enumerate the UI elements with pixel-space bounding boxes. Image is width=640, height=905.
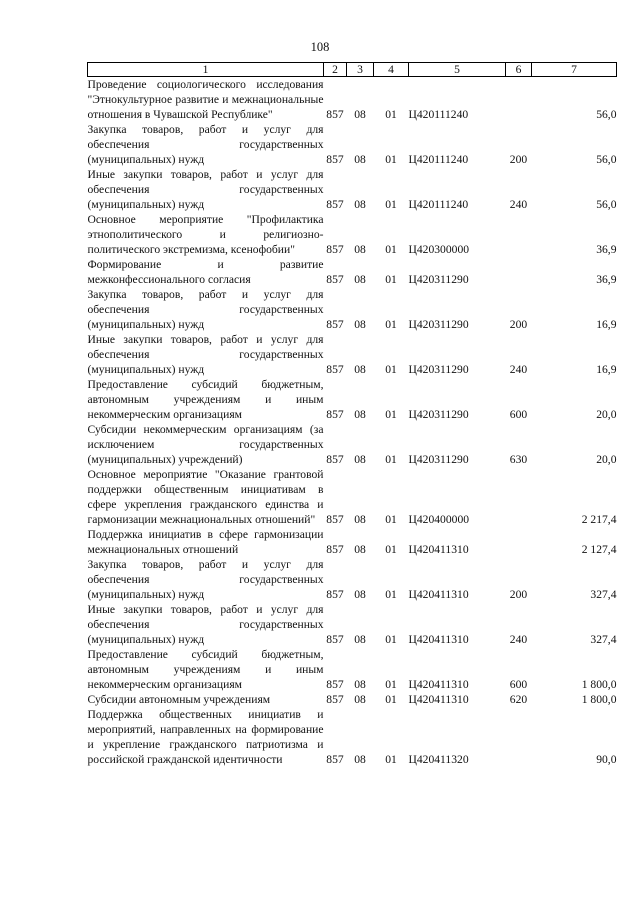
column-header: 2: [324, 63, 347, 77]
row-name: Иные закупки товаров, работ и услуг для обеспечения государственных (муниципальных) нужд: [87, 168, 324, 211]
row-name: Субсидии некоммерческим организациям (за исключением государственных (муниципальных) учреждений): [87, 423, 324, 466]
row-name: Формирование и развитие межконфессионального согласия: [87, 258, 324, 286]
ministry-code: 857: [326, 108, 344, 121]
subsection-code: 01: [385, 513, 397, 526]
target-article-code: Ц420411310: [408, 543, 469, 556]
budget-table: [87, 62, 617, 767]
ministry-code: 857: [326, 198, 344, 211]
row-name: Основное мероприятие "Оказание грантовой поддержки общественным инициативам в сфере укрепления гражданского единства и гармонизации межнациональных отношений": [87, 468, 324, 526]
section-code: 08: [354, 543, 366, 556]
amount: 327,4: [590, 633, 617, 646]
subsection-code: 01: [385, 678, 397, 691]
expense-type-code: [506, 77, 532, 123]
amount: 56,0: [596, 108, 617, 121]
target-article-code: Ц420311290: [408, 363, 469, 376]
table-row: [88, 377, 617, 422]
subsection-code: 01: [385, 243, 397, 256]
table-row: [88, 707, 617, 767]
section-code: 08: [354, 453, 366, 466]
expense-type-code: 630: [509, 453, 528, 466]
subsection-code: 01: [385, 753, 397, 766]
column-header: 7: [532, 63, 617, 77]
row-name: Субсидии автономным учреждениям: [87, 693, 271, 706]
section-code: 08: [354, 588, 366, 601]
amount: 16,9: [596, 363, 617, 376]
table-row: [88, 77, 617, 123]
expense-type-code: [506, 212, 532, 257]
ministry-code: 857: [326, 753, 344, 766]
section-code: 08: [354, 273, 366, 286]
column-header: 6: [506, 63, 532, 77]
amount: 36,9: [596, 273, 617, 286]
ministry-code: 857: [326, 633, 344, 646]
row-name: Закупка товаров, работ и услуг для обеспечения государственных (муниципальных) нужд: [87, 123, 324, 166]
subsection-code: 01: [385, 363, 397, 376]
section-code: 08: [354, 363, 366, 376]
subsection-code: 01: [385, 108, 397, 121]
table-row: [88, 287, 617, 332]
row-name: Предоставление субсидий бюджетным, автономным учреждениям и иным некоммерческим организациям: [87, 378, 324, 421]
ministry-code: 857: [326, 693, 344, 706]
section-code: 08: [354, 693, 366, 706]
subsection-code: 01: [385, 453, 397, 466]
subsection-code: 01: [385, 408, 397, 421]
target-article-code: Ц420311290: [408, 318, 469, 331]
amount: 20,0: [596, 453, 617, 466]
ministry-code: 857: [326, 273, 344, 286]
amount: 20,0: [596, 408, 617, 421]
target-article-code: Ц420311290: [408, 453, 469, 466]
expense-type-code: [506, 707, 532, 767]
ministry-code: 857: [326, 363, 344, 376]
subsection-code: 01: [385, 273, 397, 286]
table-row: [88, 602, 617, 647]
table-row: [88, 332, 617, 377]
row-name: Основное мероприятие "Профилактика этнополитического и религиозно-политического экстремизма, ксенофобии": [87, 213, 324, 256]
table-row: [88, 557, 617, 602]
expense-type-code: 600: [509, 678, 528, 691]
target-article-code: Ц420411320: [408, 753, 469, 766]
row-name: Иные закупки товаров, работ и услуг для обеспечения государственных (муниципальных) нужд: [87, 333, 324, 376]
page-number: 108: [310, 40, 330, 54]
ministry-code: 857: [326, 543, 344, 556]
expense-type-code: 240: [509, 198, 528, 211]
table-row: [88, 122, 617, 167]
target-article-code: Ц420400000: [408, 513, 470, 526]
amount: 16,9: [596, 318, 617, 331]
row-name: Иные закупки товаров, работ и услуг для обеспечения государственных (муниципальных) нужд: [87, 603, 324, 646]
ministry-code: 857: [326, 588, 344, 601]
expense-type-code: [506, 467, 532, 527]
section-code: 08: [354, 513, 366, 526]
column-header: 4: [374, 63, 409, 77]
subsection-code: 01: [385, 153, 397, 166]
ministry-code: 857: [326, 243, 344, 256]
subsection-code: 01: [385, 543, 397, 556]
table-row: [88, 647, 617, 692]
row-name: Поддержка инициатив в сфере гармонизации межнациональных отношений: [87, 528, 324, 556]
subsection-code: 01: [385, 198, 397, 211]
expense-type-code: [506, 527, 532, 557]
expense-type-code: [506, 257, 532, 287]
table-row: [88, 692, 617, 707]
amount: 2 127,4: [581, 543, 617, 556]
ministry-code: 857: [326, 153, 344, 166]
section-code: 08: [354, 408, 366, 421]
section-code: 08: [354, 198, 366, 211]
table-body: [88, 77, 617, 768]
section-code: 08: [354, 633, 366, 646]
row-name: Закупка товаров, работ и услуг для обеспечения государственных (муниципальных) нужд: [87, 558, 324, 601]
table-header-row: [88, 63, 617, 77]
subsection-code: 01: [385, 693, 397, 706]
section-code: 08: [354, 108, 366, 121]
amount: 327,4: [590, 588, 617, 601]
column-header: 3: [347, 63, 374, 77]
table-row: [88, 212, 617, 257]
expense-type-code: 200: [509, 588, 528, 601]
amount: 56,0: [596, 198, 617, 211]
target-article-code: Ц420411310: [408, 693, 469, 706]
target-article-code: Ц420111240: [408, 198, 469, 211]
section-code: 08: [354, 243, 366, 256]
amount: 2 217,4: [581, 513, 617, 526]
subsection-code: 01: [385, 633, 397, 646]
section-code: 08: [354, 153, 366, 166]
ministry-code: 857: [326, 453, 344, 466]
ministry-code: 857: [326, 318, 344, 331]
expense-type-code: 200: [509, 318, 528, 331]
ministry-code: 857: [326, 408, 344, 421]
amount: 56,0: [596, 153, 617, 166]
target-article-code: Ц420111240: [408, 108, 469, 121]
target-article-code: Ц420411310: [408, 633, 469, 646]
table-row: [88, 467, 617, 527]
target-article-code: Ц420311290: [408, 273, 469, 286]
amount: 36,9: [596, 243, 617, 256]
row-name: Предоставление субсидий бюджетным, автономным учреждениям и иным некоммерческим организациям: [87, 648, 324, 691]
section-code: 08: [354, 678, 366, 691]
column-header: 1: [88, 63, 324, 77]
column-header: 5: [409, 63, 506, 77]
expense-type-code: 200: [509, 153, 528, 166]
ministry-code: 857: [326, 678, 344, 691]
ministry-code: 857: [326, 513, 344, 526]
target-article-code: Ц420300000: [408, 243, 470, 256]
row-name: Закупка товаров, работ и услуг для обеспечения государственных (муниципальных) нужд: [87, 288, 324, 331]
row-name: Поддержка общественных инициатив и мероприятий, направленных на формирование и укрепление гражданского патриотизма и российской гражданской идентичности: [87, 708, 324, 766]
subsection-code: 01: [385, 588, 397, 601]
amount: 1 800,0: [581, 693, 617, 706]
expense-type-code: 620: [509, 693, 528, 706]
expense-type-code: 240: [509, 363, 528, 376]
table-row: [88, 257, 617, 287]
target-article-code: Ц420411310: [408, 588, 469, 601]
target-article-code: Ц420411310: [408, 678, 469, 691]
section-code: 08: [354, 318, 366, 331]
table-row: [88, 167, 617, 212]
table-row: [88, 527, 617, 557]
expense-type-code: 600: [509, 408, 528, 421]
subsection-code: 01: [385, 318, 397, 331]
amount: 90,0: [596, 753, 617, 766]
section-code: 08: [354, 753, 366, 766]
table-row: [88, 422, 617, 467]
target-article-code: Ц420311290: [408, 408, 469, 421]
expense-type-code: 240: [509, 633, 528, 646]
amount: 1 800,0: [581, 678, 617, 691]
target-article-code: Ц420111240: [408, 153, 469, 166]
row-name: Проведение социологического исследования "Этнокультурное развитие и межнациональные отношения в Чувашской Республике": [87, 78, 324, 121]
